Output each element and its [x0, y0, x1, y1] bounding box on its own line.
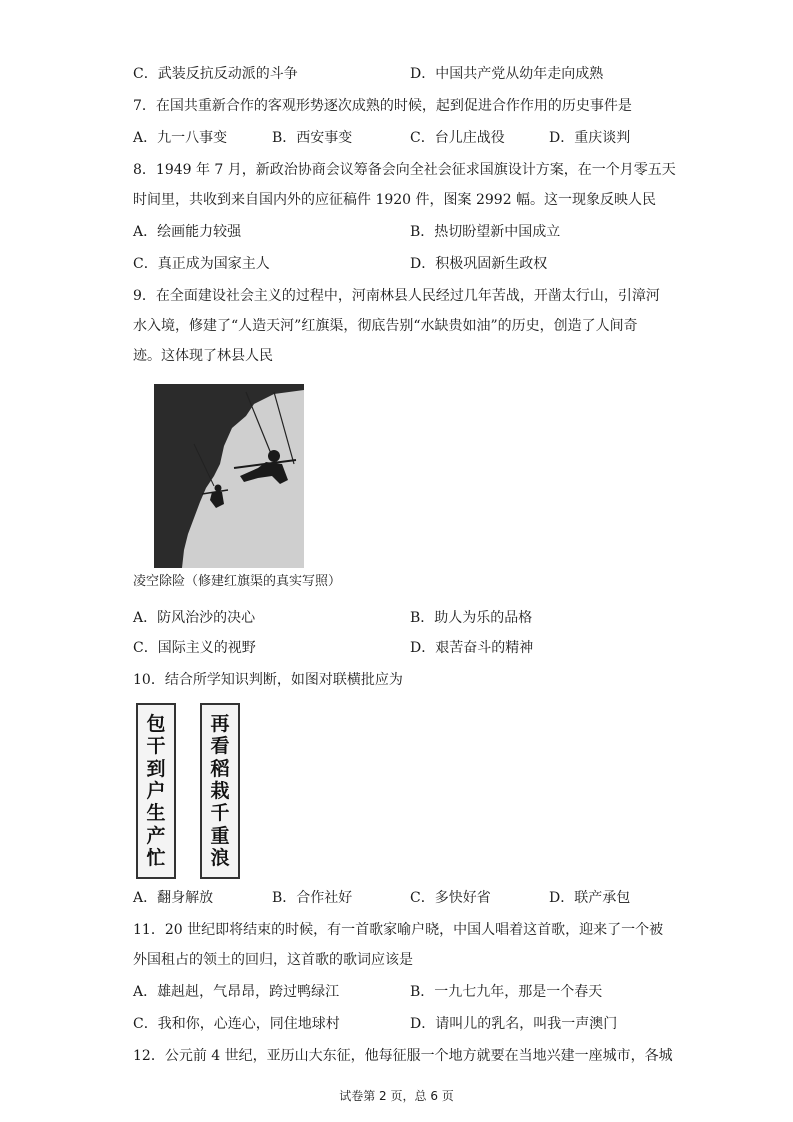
q7-option-d: D．重庆谈判 — [549, 130, 631, 146]
q6-option-c: C．武装反抗反动派的斗争 — [133, 66, 298, 82]
q9-option-d: D．艰苦奋斗的精神 — [410, 640, 534, 656]
q10-option-c: C．多快好省 — [410, 890, 491, 906]
q11-option-d: D．请叫儿的乳名，叫我一声澳门 — [410, 1016, 618, 1032]
q11-stem-line-2: 外国租占的领土的回归，这首歌的歌词应该是 — [133, 952, 413, 968]
q8-option-d: D．积极巩固新生政权 — [410, 256, 548, 272]
couplet-char: 千 — [210, 802, 230, 825]
couplet-scroll-left — [136, 703, 176, 879]
q10-option-a: A．翻身解放 — [133, 890, 214, 906]
q9-stem-line-1: 9．在全面建设社会主义的过程中，河南林县人民经过几年苦战，开凿太行山，引漳河 — [133, 288, 660, 304]
couplet-char: 到 — [146, 757, 166, 780]
q11-option-b: B．一九七九年，那是一个春天 — [410, 984, 603, 1000]
couplet-char: 稻 — [210, 757, 230, 780]
couplet-char: 户 — [146, 779, 166, 802]
q11-stem-line-1: 11．20 世纪即将结束的时候，有一首歌家喻户晓，中国人唱着这首歌，迎来了一个被 — [133, 922, 664, 938]
q10-option-b: B．合作社好 — [272, 890, 353, 906]
q7-option-b: B．西安事变 — [272, 130, 353, 146]
q9-option-c: C．国际主义的视野 — [133, 640, 256, 656]
couplet-char: 看 — [210, 735, 230, 758]
cliff-worker-photo — [154, 384, 304, 568]
q8-option-b: B．热切盼望新中国成立 — [410, 224, 561, 240]
q10-stem: 10．结合所学知识判断，如图对联横批应为 — [133, 672, 403, 688]
q10-option-d: D．联产承包 — [549, 890, 631, 906]
couplet-char: 产 — [146, 824, 166, 847]
q8-stem-line-1: 8．1949 年 7 月，新政治协商会议筹备会向全社会征求国旗设计方案，在一个月零五天 — [133, 162, 676, 178]
couplet-char: 生 — [146, 802, 166, 825]
couplet-scroll-right — [200, 703, 240, 879]
photo-caption: 凌空除险（修建红旗渠的真实写照） — [133, 574, 342, 589]
q7-option-a: A．九一八事变 — [133, 130, 228, 146]
q8-option-c: C．真正成为国家主人 — [133, 256, 270, 272]
couplet-char: 栽 — [210, 779, 230, 802]
q9-stem-line-2: 水入境，修建了“人造天河”红旗渠，彻底告别“水缺贵如油”的历史，创造了人间奇 — [133, 318, 638, 334]
couplet-char: 包 — [146, 713, 166, 735]
q11-option-c: C．我和你，心连心，同住地球村 — [133, 1016, 340, 1032]
couplet-char: 再 — [210, 713, 230, 735]
q12-stem-line-1: 12．公元前 4 世纪，亚历山大东征，他每征服一个地方就要在当地兴建一座城市，各城 — [133, 1048, 673, 1064]
couplet-char: 干 — [146, 735, 166, 758]
q9-stem-line-3: 迹。这体现了林县人民 — [133, 348, 273, 364]
q7-stem: 7．在国共重新合作的客观形势逐次成熟的时候，起到促进合作作用的历史事件是 — [133, 98, 632, 114]
q6-option-d: D．中国共产党从幼年走向成熟 — [410, 66, 604, 82]
q9-option-b: B．助人为乐的品格 — [410, 610, 533, 626]
q11-option-a: A．雄赳赳，气昂昂，跨过鸭绿江 — [133, 984, 340, 1000]
q7-option-c: C．台儿庄战役 — [410, 130, 505, 146]
q8-stem-line-2: 时间里，共收到来自国内外的应征稿件 1920 件，图案 2992 幅。这一现象反映人民 — [133, 192, 657, 208]
couplet-char: 忙 — [146, 846, 166, 869]
couplet-char: 重 — [210, 824, 230, 847]
q8-option-a: A．绘画能力较强 — [133, 224, 242, 240]
q9-option-a: A．防风治沙的决心 — [133, 610, 256, 626]
couplet-char: 浪 — [210, 846, 230, 869]
page-footer: 试卷第 2 页，总 6 页 — [339, 1089, 454, 1103]
